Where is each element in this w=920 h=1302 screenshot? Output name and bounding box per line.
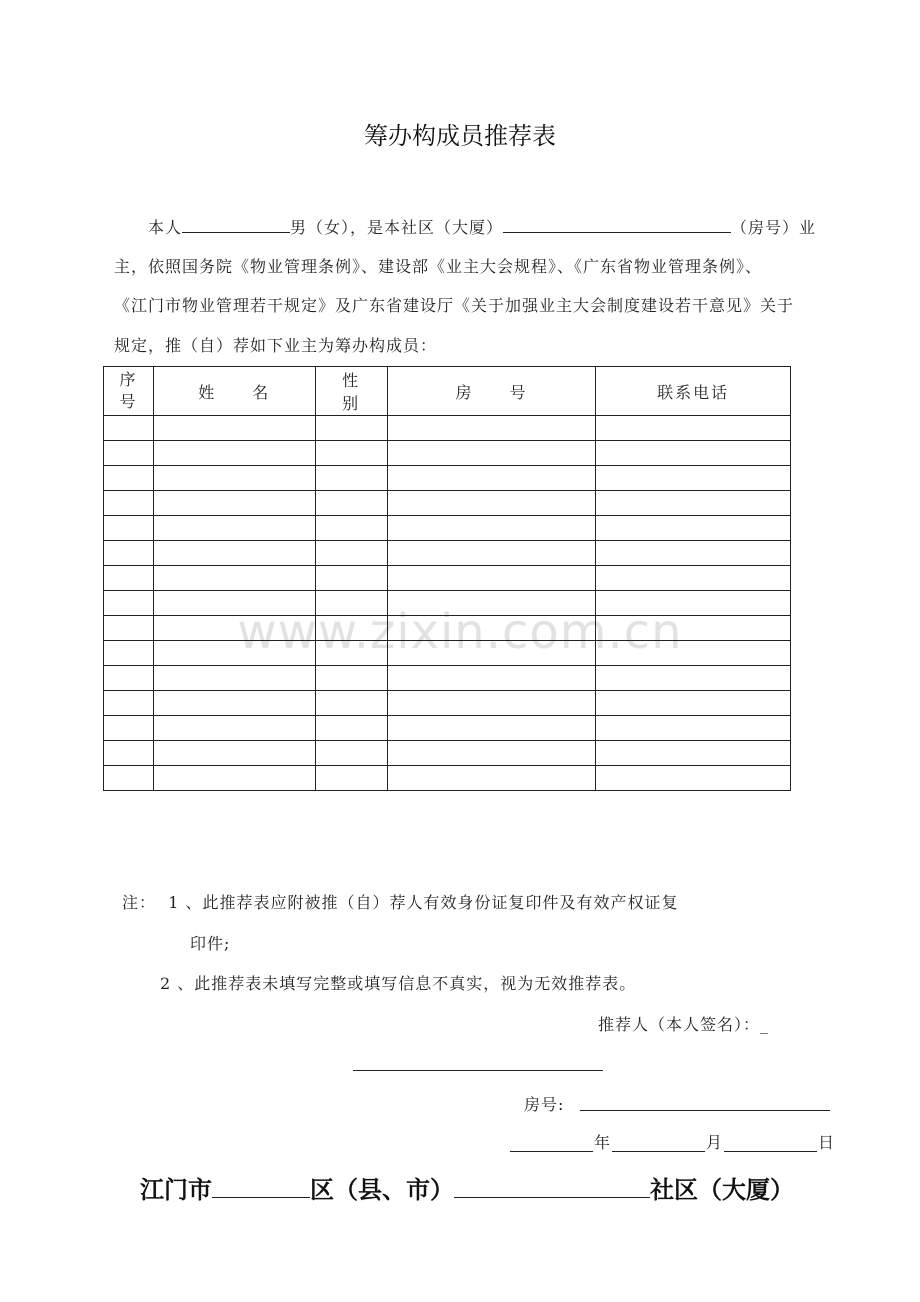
cell-gender[interactable] [315,416,387,441]
table-row [104,466,791,491]
header-phone: 联系电话 [596,367,791,416]
cell-phone[interactable] [596,741,791,766]
cell-seq[interactable] [104,491,154,516]
table-row [104,716,791,741]
cell-seq[interactable] [104,716,154,741]
cell-gender[interactable] [315,591,387,616]
intro-line-1 [148,216,816,238]
cell-gender[interactable] [315,541,387,566]
cell-gender[interactable] [315,641,387,666]
member-table [103,366,791,791]
cell-name[interactable] [153,566,315,591]
table-row [104,641,791,666]
cell-name[interactable] [153,591,315,616]
cell-room[interactable] [387,566,596,591]
footer-community-blank [454,1173,650,1198]
day-line [724,1151,817,1152]
table-row [104,691,791,716]
note-label: 注： [122,893,157,912]
note-2: 2 、此推荐表未填写完整或填写信息不真实，视为无效推荐表。 [160,974,637,993]
cell-name[interactable] [153,691,315,716]
day-label: 日 [818,1133,836,1152]
table-row [104,491,791,516]
footer-district: 区（县、市） [310,1176,454,1204]
table-row [104,766,791,791]
cell-name[interactable] [153,516,315,541]
cell-room[interactable] [387,766,596,791]
table-header-row [104,367,791,416]
cell-name[interactable] [153,641,315,666]
cell-gender[interactable] [315,441,387,466]
footer-line [140,1170,794,1205]
header-seq [104,367,154,416]
cell-name[interactable] [153,616,315,641]
cell-seq[interactable] [104,466,154,491]
cell-room[interactable] [387,491,596,516]
cell-phone[interactable] [596,766,791,791]
year-line [510,1151,593,1152]
cell-gender[interactable] [315,566,387,591]
intro-line-4: 规定，推（自）荐如下业主为筹办构成员： [114,336,438,355]
cell-room[interactable] [387,666,596,691]
intro-gender-community-label: 男（女），是本社区（大厦） [290,218,504,237]
cell-room[interactable] [387,416,596,441]
cell-seq[interactable] [104,766,154,791]
name-blank [182,216,290,233]
cell-room[interactable] [387,616,596,641]
cell-seq[interactable] [104,416,154,441]
cell-seq[interactable] [104,641,154,666]
room-label: 房号: [524,1095,565,1114]
cell-phone[interactable] [596,516,791,541]
month-line [612,1151,705,1152]
cell-name[interactable] [153,541,315,566]
table-row [104,741,791,766]
cell-phone[interactable] [596,541,791,566]
table-row [104,441,791,466]
header-seq-bottom: 号 [119,392,138,411]
intro-room-label: （房号）业 [731,218,817,237]
cell-room[interactable] [387,641,596,666]
intro-self-label: 本人 [148,218,183,237]
cell-room[interactable] [387,741,596,766]
header-name: 姓 名 [153,367,315,416]
signature-line [353,1070,603,1071]
cell-name[interactable] [153,416,315,441]
cell-phone[interactable] [596,641,791,666]
cell-phone[interactable] [596,416,791,441]
table-row [104,616,791,641]
document-title: 筹办构成员推荐表 [364,122,556,150]
cell-room[interactable] [387,691,596,716]
cell-gender[interactable] [315,691,387,716]
table-row [104,541,791,566]
cell-name[interactable] [153,491,315,516]
cell-seq[interactable] [104,666,154,691]
cell-seq[interactable] [104,516,154,541]
cell-phone[interactable] [596,591,791,616]
note-1-text: 1 、此推荐表应附被推（自）荐人有效身份证复印件及有效产权证复 [168,893,679,912]
cell-name[interactable] [153,741,315,766]
cell-phone[interactable] [596,441,791,466]
cell-gender[interactable] [315,716,387,741]
intro-line-3: 《江门市物业管理若干规定》及广东省建设厅《关于加强业主大会制度建设若干意见》关于 [114,296,795,315]
note-1-continued: 印件; [190,934,231,953]
cell-gender[interactable] [315,491,387,516]
cell-gender[interactable] [315,466,387,491]
cell-name[interactable] [153,766,315,791]
table-row [104,416,791,441]
footer-community: 社区（大厦） [650,1176,794,1204]
cell-seq[interactable] [104,566,154,591]
cell-seq[interactable] [104,616,154,641]
cell-phone[interactable] [596,491,791,516]
cell-gender[interactable] [315,766,387,791]
cell-gender[interactable] [315,616,387,641]
cell-name[interactable] [153,716,315,741]
cell-seq[interactable] [104,591,154,616]
footer-district-blank [212,1173,310,1198]
cell-name[interactable] [153,441,315,466]
cell-seq[interactable] [104,691,154,716]
cell-phone[interactable] [596,616,791,641]
cell-phone[interactable] [596,691,791,716]
watermark: www.zixin.com.cn [237,604,683,660]
table-row [104,516,791,541]
cell-room[interactable] [387,716,596,741]
cell-gender[interactable] [315,741,387,766]
note-1 [122,893,678,913]
header-room: 房 号 [387,367,596,416]
header-gender: 性 别 [315,367,387,416]
room-line [580,1110,830,1111]
year-label: 年 [594,1133,612,1152]
cell-phone[interactable] [596,666,791,691]
cell-gender[interactable] [315,516,387,541]
cell-name[interactable] [153,466,315,491]
cell-room[interactable] [387,441,596,466]
cell-seq[interactable] [104,741,154,766]
table-row [104,566,791,591]
recommender-signature-label: 推荐人（本人签名）：_ [598,1015,770,1034]
cell-room[interactable] [387,591,596,616]
footer-city: 江门市 [140,1176,212,1204]
cell-room[interactable] [387,516,596,541]
cell-phone[interactable] [596,716,791,741]
cell-gender[interactable] [315,666,387,691]
cell-room[interactable] [387,541,596,566]
community-blank [503,216,731,233]
cell-seq[interactable] [104,441,154,466]
intro-line-2: 主，依照国务院《物业管理条例》、建设部《业主大会规程》、《广东省物业管理条例》、 [114,257,763,276]
cell-phone[interactable] [596,566,791,591]
cell-name[interactable] [153,666,315,691]
cell-phone[interactable] [596,466,791,491]
table-row [104,666,791,691]
cell-seq[interactable] [104,541,154,566]
table-row [104,591,791,616]
month-label: 月 [706,1133,724,1152]
cell-room[interactable] [387,466,596,491]
header-seq-top: 序 [119,370,138,389]
